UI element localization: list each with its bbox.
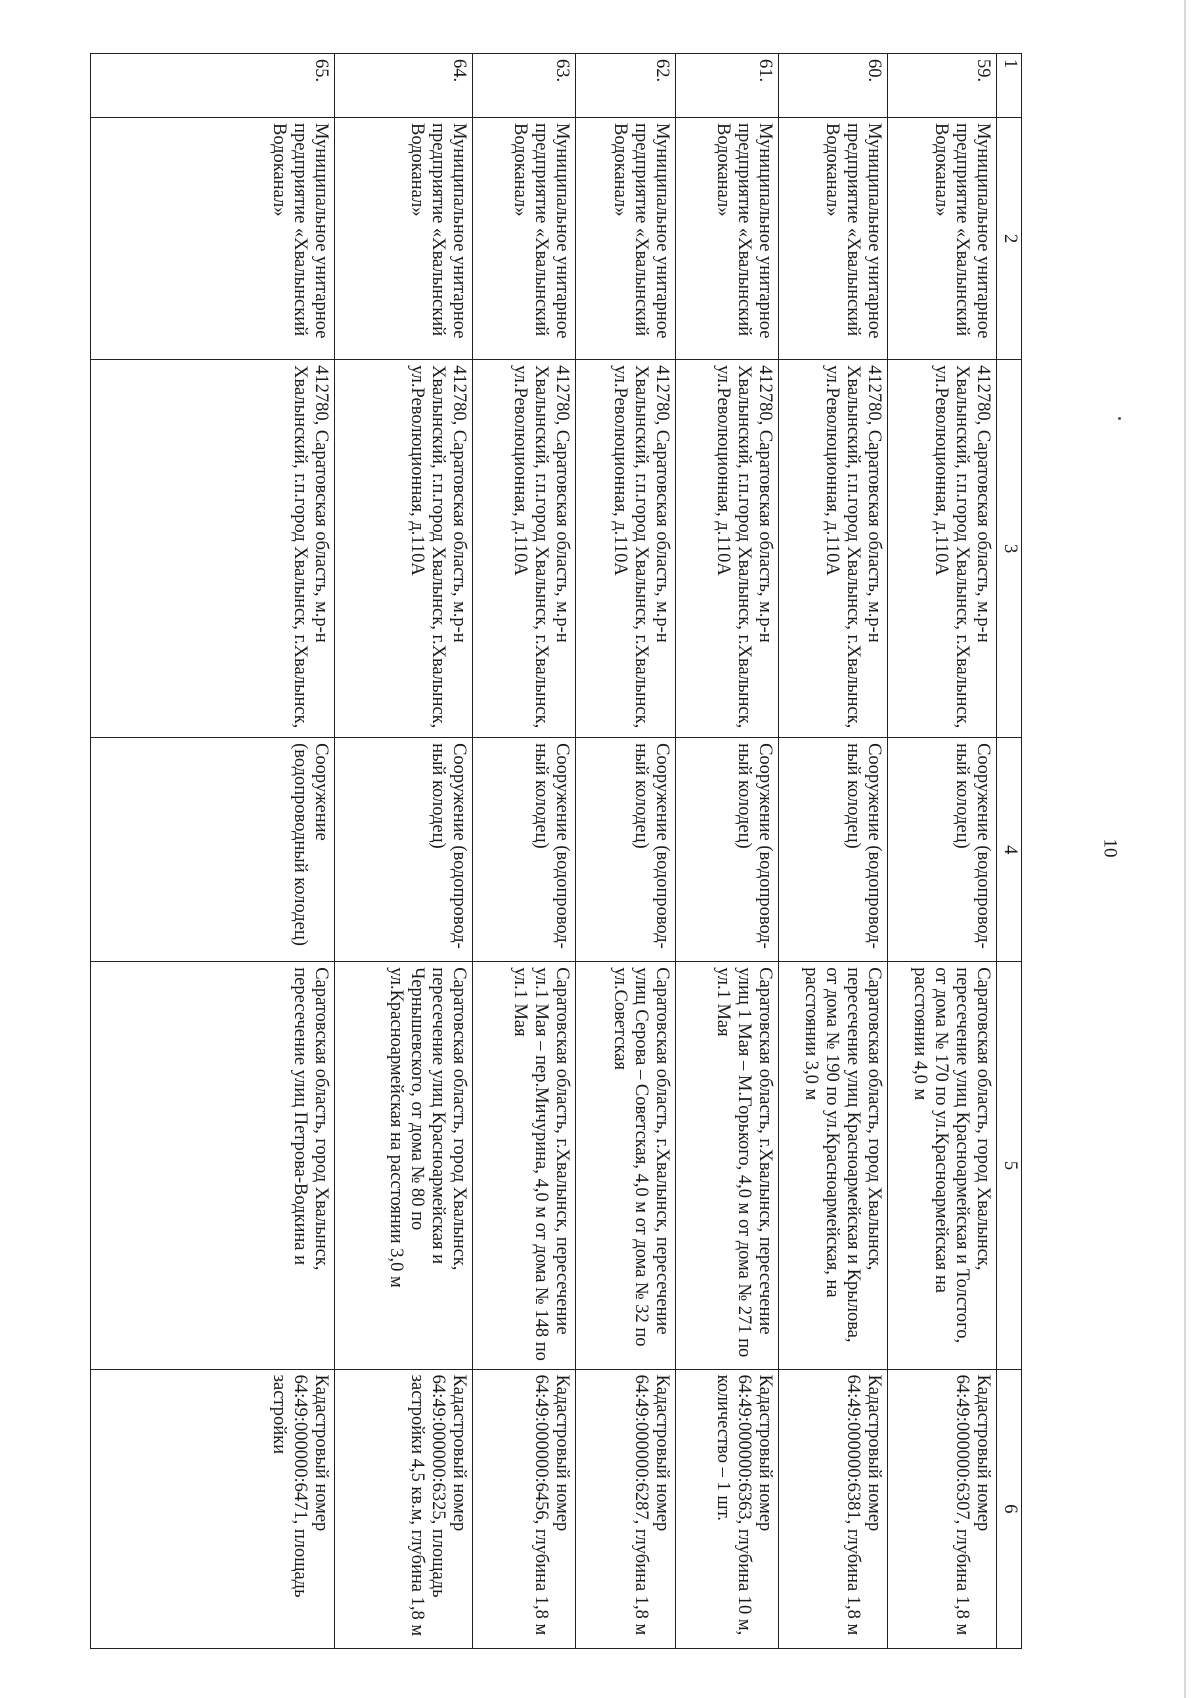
location-cell: Саратовская область, г.Хвалынск, пересечение улиц 1 Мая – М.Горького, 4,0 м от дома № 271 по ул.1 Мая xyxy=(676,962,779,1369)
location-cell: Саратовская область, г.Хвалынск, пересечение улиц Серова – Советская, 4,0 м от дома № 32 по ул.Советская xyxy=(576,962,676,1369)
row-number: 60. xyxy=(779,54,888,118)
holder-cell: Муниципальное унитарное предприятие «Хвалынский Водоканал» xyxy=(576,118,676,360)
row-number: 59. xyxy=(888,54,997,118)
location-cell: Саратовская область, город Хвалынск, пересечение улиц Красноармейская и Чернышевского, от дома № 80 по ул.Красноармейская на расстоянии 3,0 м xyxy=(335,962,473,1369)
row-number: 65. xyxy=(91,54,335,118)
details-cell: Кадастровый номер 64:49:000000:6287, глубина 1,8 м xyxy=(576,1369,676,1648)
details-cell: Кадастровый номер 64:49:000000:6471, площадь застройки xyxy=(91,1369,335,1648)
details-cell: Кадастровый номер 64:49:000000:6456, глубина 1,8 м xyxy=(473,1369,576,1648)
table-row xyxy=(335,54,473,1649)
column-number: 5 xyxy=(997,962,1022,1369)
holder-cell: Муниципальное унитарное предприятие «Хвалынский Водоканал» xyxy=(779,118,888,360)
column-number: 3 xyxy=(997,360,1022,738)
table-row xyxy=(779,54,888,1649)
table-row xyxy=(676,54,779,1649)
details-cell: Кадастровый номер 64:49:000000:6307, глубина 1,8 м xyxy=(888,1369,997,1648)
location-cell: Саратовская область, город Хвалынск, пересечение улиц Петрова-Водкина и xyxy=(91,962,335,1369)
row-number: 61. xyxy=(676,54,779,118)
details-cell: Кадастровый номер 64:49:000000:6325, площадь застройки 4,5 кв.м, глубина 1,8 м xyxy=(335,1369,473,1648)
object-cell: Сооружение (водопровод-ный колодец) xyxy=(335,738,473,962)
address-cell: 412780, Саратовская область, м.р-н Хвалынский, г.п.город Хвалынск, г.Хвалынск, ул.Революционная, д.110А xyxy=(335,360,473,738)
table-row xyxy=(91,54,335,1649)
holder-cell: Муниципальное унитарное предприятие «Хвалынский Водоканал» xyxy=(888,118,997,360)
location-cell: Саратовская область, город Хвалынск, пересечение улиц Красноармейская и Толстого, от дома № 170 по ул.Красноармейская на расстоянии 4,0 м xyxy=(888,962,997,1369)
holder-cell: Муниципальное унитарное предприятие «Хвалынский Водоканал» xyxy=(335,118,473,360)
column-number: 1 xyxy=(997,54,1022,118)
address-cell: 412780, Саратовская область, м.р-н Хвалынский, г.п.город Хвалынск, г.Хвалынск, ул.Революционная, д.110А xyxy=(676,360,779,738)
address-cell: 412780, Саратовская область, м.р-н Хвалынский, г.п.город Хвалынск, г.Хвалынск, ул.Революционная, д.110А xyxy=(779,360,888,738)
object-cell: Сооружение (водопроводный колодец) xyxy=(91,738,335,962)
details-cell: Кадастровый номер 64:49:000000:6381, глубина 1,8 м xyxy=(779,1369,888,1648)
registry-table-container xyxy=(90,53,1200,1637)
holder-cell: Муниципальное унитарное предприятие «Хвалынский Водоканал» xyxy=(473,118,576,360)
table-row xyxy=(576,54,676,1649)
location-cell: Саратовская область, город Хвалынск, пересечение улиц Красноармейская и Крылова, от дома № 190 по ул.Красноармейская, на расстоянии 3,0 м xyxy=(779,962,888,1369)
registry-table xyxy=(90,53,1022,1649)
page-number: 10 xyxy=(1099,838,1121,858)
table-row xyxy=(888,54,997,1649)
column-number-row xyxy=(997,54,1022,1649)
object-cell: Сооружение (водопровод-ный колодец) xyxy=(888,738,997,962)
address-cell: 412780, Саратовская область, м.р-н Хвалынский, г.п.город Хвалынск, г.Хвалынск, ул.Революционная, д.110А xyxy=(473,360,576,738)
row-number: 62. xyxy=(576,54,676,118)
column-number: 2 xyxy=(997,118,1022,360)
table-row xyxy=(473,54,576,1649)
details-cell: Кадастровый номер 64:49:000000:6363, глубина 10 м, количество – 1 шт. xyxy=(676,1369,779,1648)
column-number: 6 xyxy=(997,1369,1022,1648)
column-number: 4 xyxy=(997,738,1022,962)
location-cell: Саратовская область, г.Хвалынск, пересечение ул.1 Мая – пер.Мичурина, 4,0 м от дома № 148 по ул.1 Мая xyxy=(473,962,576,1369)
rotated-table-frame xyxy=(90,53,1022,1649)
address-cell: 412780, Саратовская область, м.р-н Хвалынский, г.п.город Хвалынск, г.Хвалынск, ул.Революционная, д.110А xyxy=(576,360,676,738)
address-cell: 412780, Саратовская область, м.р-н Хвалынский, г.п.город Хвалынск, г.Хвалынск, ул.Революционная, д.110А xyxy=(888,360,997,738)
object-cell: Сооружение (водопровод-ный колодец) xyxy=(576,738,676,962)
row-number: 63. xyxy=(473,54,576,118)
object-cell: Сооружение (водопровод-ный колодец) xyxy=(676,738,779,962)
object-cell: Сооружение (водопровод-ный колодец) xyxy=(779,738,888,962)
holder-cell: Муниципальное унитарное предприятие «Хвалынский Водоканал» xyxy=(676,118,779,360)
address-cell: 412780, Саратовская область, м.р-н Хвалынский, г.п.город Хвалынск, г.Хвалынск, xyxy=(91,360,335,738)
holder-cell: Муниципальное унитарное предприятие «Хвалынский Водоканал» xyxy=(91,118,335,360)
object-cell: Сооружение (водопровод-ный колодец) xyxy=(473,738,576,962)
row-number: 64. xyxy=(335,54,473,118)
